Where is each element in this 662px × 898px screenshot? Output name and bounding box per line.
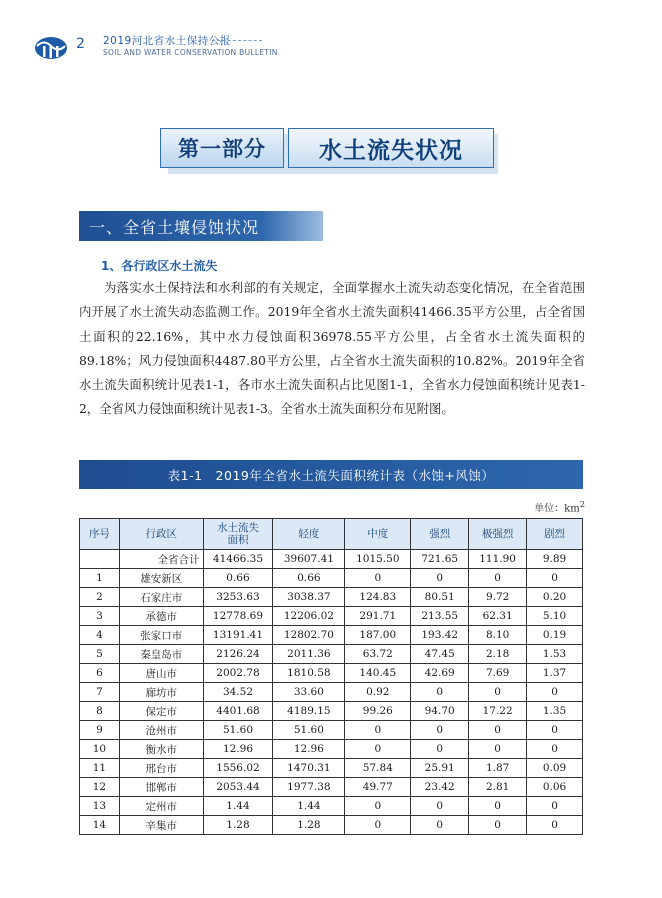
- cell-region: 邯郸市: [119, 778, 203, 797]
- cell-severe: 0: [527, 797, 583, 816]
- col-header-total-area-label: 水土流失面积: [216, 522, 259, 546]
- cell-region: 张家口市: [119, 626, 203, 645]
- cell-moderate: 0: [345, 740, 411, 759]
- cell-very-intense: 2.81: [469, 778, 527, 797]
- cell-total-area: 4401.68: [203, 702, 273, 721]
- cell-intense: 0: [411, 683, 469, 702]
- cell-moderate: 140.45: [345, 664, 411, 683]
- cell-index: 10: [80, 740, 120, 759]
- cell-total-area: 2002.78: [203, 664, 273, 683]
- cell-moderate: 0.92: [345, 683, 411, 702]
- table-row: [80, 721, 583, 740]
- cell-total-area: 3253.63: [203, 588, 273, 607]
- section-heading: 一、全省土壤侵蚀状况: [89, 218, 260, 237]
- cell-region: 沧州市: [119, 721, 203, 740]
- cell-very-intense: 0: [469, 740, 527, 759]
- col-header-region: 行政区: [119, 519, 203, 550]
- cell-total-area: 0.66: [203, 569, 273, 588]
- cell-severe: 0.09: [527, 759, 583, 778]
- page-number: 2: [76, 36, 85, 52]
- cell-intense: 0: [411, 740, 469, 759]
- cell-slight: 1.44: [273, 797, 345, 816]
- cell-very-intense: 2.18: [469, 645, 527, 664]
- cell-region: 辛集市: [119, 816, 203, 835]
- cell-severe: 1.37: [527, 664, 583, 683]
- cell-intense: 721.65: [411, 550, 469, 569]
- table-caption: 表1-1 2019年全省水土流失面积统计表（水蚀+风蚀）: [167, 467, 495, 483]
- cell-intense: 0: [411, 569, 469, 588]
- cell-moderate: 1015.50: [345, 550, 411, 569]
- cell-slight: 3038.37: [273, 588, 345, 607]
- table-unit: [534, 499, 585, 514]
- cell-very-intense: 0: [469, 683, 527, 702]
- cell-index: 6: [80, 664, 120, 683]
- cell-index: 7: [80, 683, 120, 702]
- part-title: 水土流失状况: [288, 128, 494, 168]
- cell-severe: 0.19: [527, 626, 583, 645]
- cell-intense: 47.45: [411, 645, 469, 664]
- cell-region: 邢台市: [119, 759, 203, 778]
- cell-region: 全省合计: [119, 550, 203, 569]
- table-row: [80, 797, 583, 816]
- table-row: [80, 664, 583, 683]
- cell-region: 廊坊市: [119, 683, 203, 702]
- cell-total-area: 41466.35: [203, 550, 273, 569]
- table-row: [80, 740, 583, 759]
- cell-index: 1: [80, 569, 120, 588]
- cell-severe: 9.89: [527, 550, 583, 569]
- table-row: [80, 607, 583, 626]
- cell-slight: 51.60: [273, 721, 345, 740]
- cell-intense: 25.91: [411, 759, 469, 778]
- table-row: [80, 569, 583, 588]
- cell-intense: 0: [411, 797, 469, 816]
- cell-region: 石家庄市: [119, 588, 203, 607]
- cell-moderate: 57.84: [345, 759, 411, 778]
- cell-slight: 0.66: [273, 569, 345, 588]
- cell-slight: 39607.41: [273, 550, 345, 569]
- cell-total-area: 34.52: [203, 683, 273, 702]
- cell-severe: 5.10: [527, 607, 583, 626]
- cell-slight: 1810.58: [273, 664, 345, 683]
- erosion-area-table: [79, 518, 583, 835]
- cell-severe: 0.06: [527, 778, 583, 797]
- cell-total-area: 2126.24: [203, 645, 273, 664]
- col-header-index: 序号: [80, 519, 120, 550]
- part-banner: [160, 128, 498, 170]
- cell-index: 9: [80, 721, 120, 740]
- cell-index: 8: [80, 702, 120, 721]
- cell-region: 雄安新区: [119, 569, 203, 588]
- cell-slight: 33.60: [273, 683, 345, 702]
- cell-index: [80, 550, 120, 569]
- cell-slight: 12206.02: [273, 607, 345, 626]
- cell-moderate: 291.71: [345, 607, 411, 626]
- cell-intense: 42.69: [411, 664, 469, 683]
- page-header: [0, 0, 662, 70]
- table-row: [80, 626, 583, 645]
- cell-index: 5: [80, 645, 120, 664]
- cell-region: 保定市: [119, 702, 203, 721]
- cell-moderate: 0: [345, 721, 411, 740]
- cell-moderate: 63.72: [345, 645, 411, 664]
- table-header-row: [80, 519, 583, 550]
- cell-intense: 193.42: [411, 626, 469, 645]
- cell-intense: 0: [411, 816, 469, 835]
- body-paragraph: 为落实水土保持法和水利部的有关规定，全面掌握水土流失动态变化情况，在全省范围内开展了水土流失动态监测工作。2019年全省水土流失面积41466.35平方公里，占全省国土面积的22.16%，其中水力侵蚀面积36978.55平方公里，占全省水土流失面积的89.18%；风力侵蚀面积4487.80平方公里，占全省水土流失面积的10.82%。2019年全省水土流失面积统计见表1-1，各市水土流失面积占比见图1-1，全省水力侵蚀面积统计见表1-2，全省风力侵蚀面积统计见表1-3。全省水土流失面积分布见附图。: [79, 280, 585, 417]
- cell-severe: 1.53: [527, 645, 583, 664]
- table-row: [80, 588, 583, 607]
- cell-very-intense: 0: [469, 569, 527, 588]
- cell-very-intense: 111.90: [469, 550, 527, 569]
- cell-total-area: 13191.41: [203, 626, 273, 645]
- cell-intense: 23.42: [411, 778, 469, 797]
- cell-total-area: 12778.69: [203, 607, 273, 626]
- cell-index: 13: [80, 797, 120, 816]
- cell-severe: 0: [527, 569, 583, 588]
- unit-superscript: 2: [579, 499, 585, 509]
- cell-slight: 12.96: [273, 740, 345, 759]
- cell-total-area: 2053.44: [203, 778, 273, 797]
- cell-severe: 0: [527, 816, 583, 835]
- col-header-moderate: 中度: [345, 519, 411, 550]
- cell-intense: 213.55: [411, 607, 469, 626]
- header-title: 2019河北省水土保持公报: [103, 35, 231, 47]
- cell-moderate: 0: [345, 797, 411, 816]
- table-row: [80, 550, 583, 569]
- cell-index: 2: [80, 588, 120, 607]
- cell-index: 3: [80, 607, 120, 626]
- header-divider: [212, 40, 262, 41]
- cell-slight: 1977.38: [273, 778, 345, 797]
- col-header-total-area: [203, 519, 273, 550]
- cell-very-intense: 1.87: [469, 759, 527, 778]
- cell-very-intense: 7.69: [469, 664, 527, 683]
- table-row: [80, 816, 583, 835]
- cell-slight: 12802.70: [273, 626, 345, 645]
- cell-moderate: 187.00: [345, 626, 411, 645]
- section-heading-bar: [79, 211, 323, 241]
- cell-intense: 0: [411, 721, 469, 740]
- cell-very-intense: 62.31: [469, 607, 527, 626]
- cell-region: 衡水市: [119, 740, 203, 759]
- cell-very-intense: 17.22: [469, 702, 527, 721]
- cell-total-area: 1.28: [203, 816, 273, 835]
- col-header-slight: 轻度: [273, 519, 345, 550]
- cell-total-area: 51.60: [203, 721, 273, 740]
- part-label: 第一部分: [160, 128, 284, 168]
- cell-severe: 0: [527, 721, 583, 740]
- cell-index: 12: [80, 778, 120, 797]
- cell-very-intense: 8.10: [469, 626, 527, 645]
- cell-index: 14: [80, 816, 120, 835]
- cell-severe: 0: [527, 740, 583, 759]
- header-subtitle: SOIL AND WATER CONSERVATION BULLETIN: [103, 48, 278, 57]
- cell-slight: 1470.31: [273, 759, 345, 778]
- cell-severe: 1.35: [527, 702, 583, 721]
- cell-region: 承德市: [119, 607, 203, 626]
- table-row: [80, 759, 583, 778]
- unit-label: 单位：km: [534, 503, 580, 515]
- cell-slight: 4189.15: [273, 702, 345, 721]
- col-header-very-intense: 极强烈: [469, 519, 527, 550]
- table-row: [80, 645, 583, 664]
- cell-very-intense: 0: [469, 816, 527, 835]
- col-header-intense: 强烈: [411, 519, 469, 550]
- cell-slight: 2011.36: [273, 645, 345, 664]
- cell-total-area: 1556.02: [203, 759, 273, 778]
- cell-total-area: 1.44: [203, 797, 273, 816]
- cell-intense: 80.51: [411, 588, 469, 607]
- cell-index: 11: [80, 759, 120, 778]
- cell-severe: 0.20: [527, 588, 583, 607]
- cell-total-area: 12.96: [203, 740, 273, 759]
- cell-moderate: 99.26: [345, 702, 411, 721]
- subsection-heading: 1、各行政区水土流失: [101, 259, 218, 273]
- table-row: [80, 683, 583, 702]
- cell-region: 定州市: [119, 797, 203, 816]
- table-row: [80, 778, 583, 797]
- cell-index: 4: [80, 626, 120, 645]
- table-caption-bar: [79, 460, 583, 489]
- table-row: [80, 702, 583, 721]
- cell-moderate: 124.83: [345, 588, 411, 607]
- cell-severe: 0: [527, 683, 583, 702]
- cell-region: 秦皇岛市: [119, 645, 203, 664]
- table-body: [80, 550, 583, 835]
- cell-very-intense: 0: [469, 721, 527, 740]
- cell-intense: 94.70: [411, 702, 469, 721]
- cell-moderate: 49.77: [345, 778, 411, 797]
- col-header-severe: 剧烈: [527, 519, 583, 550]
- cell-region: 唐山市: [119, 664, 203, 683]
- cell-moderate: 0: [345, 569, 411, 588]
- cell-slight: 1.28: [273, 816, 345, 835]
- bulletin-logo-icon: [34, 32, 68, 60]
- cell-very-intense: 9.72: [469, 588, 527, 607]
- cell-very-intense: 0: [469, 797, 527, 816]
- cell-moderate: 0: [345, 816, 411, 835]
